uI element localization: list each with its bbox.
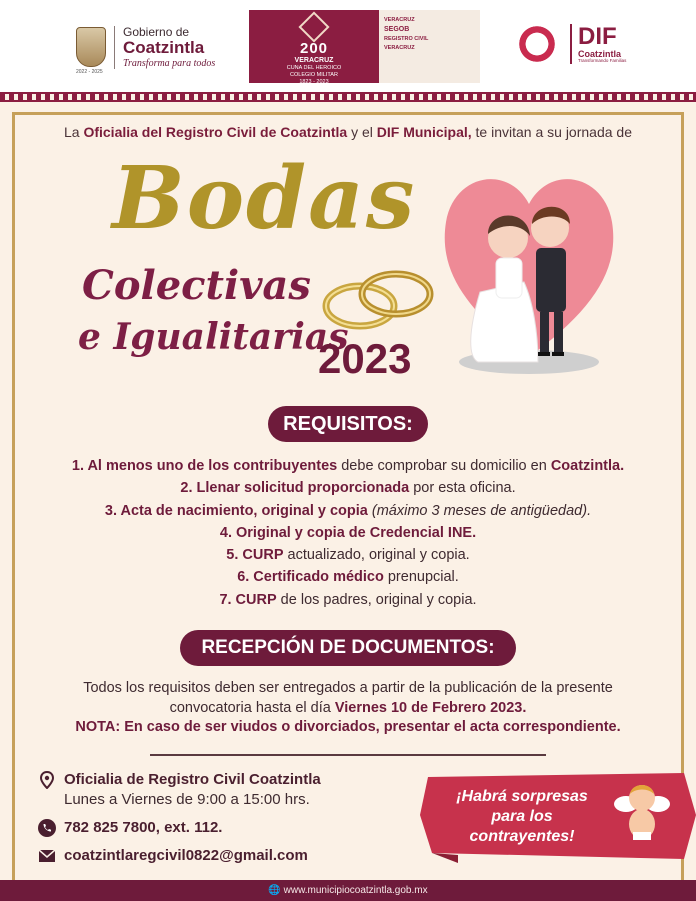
coat-of-arms-icon: [76, 27, 106, 67]
list-item: 2. Llenar solicitud proporcionada por esta oficina.: [180, 480, 516, 497]
title-igualitarias: e Igualitarias: [78, 316, 349, 358]
veracruz-years: 1823 - 2023: [299, 78, 329, 85]
banner-line1: ¡Habrá sorpresas: [456, 788, 588, 805]
wedding-rings-icon: [320, 268, 436, 332]
list-item: 6. Certificado médico prenupcial.: [237, 569, 459, 586]
phone-icon: [38, 819, 56, 837]
segob-logos: [379, 10, 480, 83]
family-heart-icon: [512, 24, 562, 64]
email-address: coatzintlaregcivil0822@gmail.com: [64, 847, 308, 864]
email-icon: [38, 847, 56, 865]
dif-name: DIF: [578, 23, 617, 51]
intro-part2: y el: [347, 124, 377, 140]
header-logos: [0, 0, 696, 92]
dif-tagline: Transformando Familias: [578, 57, 627, 63]
list-item: 7. CURP de los padres, original y copia.: [219, 591, 477, 608]
gobierno-coatzintla-logo: [76, 25, 216, 76]
banner-line2: para los: [491, 808, 553, 825]
intro-part1: La: [63, 124, 84, 140]
footer-url[interactable]: 🌐 www.municipiocoatzintla.gob.mx: [0, 880, 696, 901]
veracruz-sub1: CUNA DEL HEROICO: [286, 65, 342, 72]
contact-office: [38, 770, 321, 810]
title-colectivas: Colectivas: [82, 262, 311, 309]
list-item: 3. Acta de nacimiento, original y copia (máximo 3 meses de antigüedad).: [104, 502, 592, 519]
seg-item-2: SEGOB: [384, 25, 410, 33]
intro-dif: DIF Municipal,: [376, 124, 472, 140]
banner-text: [432, 787, 612, 847]
location-pin-icon: [38, 771, 56, 789]
decorative-border: [0, 92, 696, 102]
footer-url-text[interactable]: www.municipiocoatzintla.gob.mx: [283, 885, 428, 896]
banner-line3: contrayentes!: [469, 828, 575, 845]
seg-item-3: REGISTRO CIVIL: [384, 36, 429, 43]
seg-item-4: VERACRUZ: [384, 44, 415, 51]
list-item: 4. Original y copia de Credencial INE.: [219, 524, 477, 541]
gobierno-line2: Coatzintla: [123, 38, 205, 58]
recepcion-nota: NOTA: En caso de ser viudos o divorciados, presentar el acta correspondiente.: [75, 719, 621, 735]
dif-city: Coatzintla: [578, 48, 622, 59]
title-year: 2023: [318, 335, 412, 382]
requirements-list: [0, 455, 696, 611]
dif-logo: [512, 24, 626, 64]
intro-registro-civil: Oficialia del Registro Civil de Coatzintla: [83, 124, 348, 140]
veracruz-emblem-icon: [298, 11, 329, 42]
title-bodas: Bodas: [112, 148, 417, 249]
list-item: 1. Al menos uno de los contribuyentes debe comprobar su domicilio en Coatzintla.: [71, 458, 625, 474]
couple-heart-illustration: [438, 152, 620, 382]
seg-item-1: VERACRUZ: [384, 17, 415, 23]
veracruz-badge: [249, 10, 480, 83]
gobierno-line1: Gobierno de: [123, 25, 190, 39]
divider: [150, 754, 546, 756]
contact-phone: [38, 818, 222, 837]
intro-text: [0, 124, 696, 140]
gobierno-years: 2022 - 2025: [76, 69, 103, 76]
office-hours: Lunes a Viernes de 9:00 a 15:00 hrs.: [64, 791, 310, 808]
recepcion-line1: Todos los requisitos deben ser entregados a partir de la publicación de la presente: [83, 680, 613, 696]
requisitos-heading: REQUISITOS:: [268, 406, 428, 442]
cupid-icon: [612, 778, 672, 848]
phone-number: 782 825 7800, ext. 112.: [64, 819, 223, 836]
gobierno-tagline: Transforma para todos: [123, 57, 216, 69]
intro-part3: te invitan a su jornada de: [471, 124, 632, 140]
veracruz-name: VERACRUZ: [294, 57, 334, 64]
recepcion-line2: convocatoria hasta el día Viernes 10 de Febrero 2023.: [169, 699, 527, 716]
contact-email: [38, 846, 308, 865]
veracruz-sub2: COLEGIO MILITAR: [290, 71, 338, 78]
office-name: Oficialia de Registro Civil Coatzintla: [64, 771, 321, 788]
recepcion-text: [0, 679, 696, 738]
recepcion-heading: RECEPCIÓN DE DOCUMENTOS:: [180, 630, 516, 666]
list-item: 5. CURP actualizado, original y copia.: [226, 547, 470, 564]
veracruz-number: 200: [299, 40, 329, 57]
